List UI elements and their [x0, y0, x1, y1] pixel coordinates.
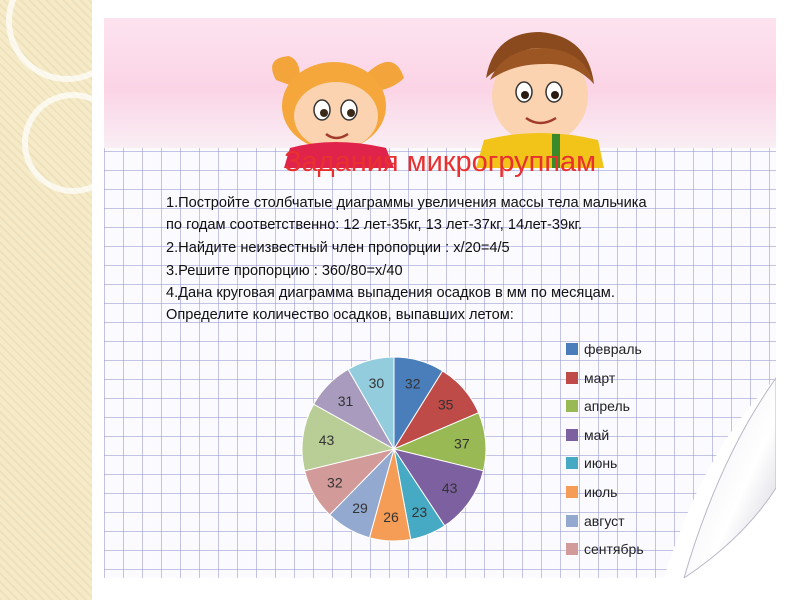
pie-data-label: 43	[441, 480, 458, 497]
legend-swatch	[566, 543, 578, 555]
legend-item	[566, 339, 642, 359]
legend-item	[566, 396, 630, 416]
legend-item	[566, 539, 644, 559]
slide	[104, 18, 776, 578]
pie-data-label: 31	[337, 393, 354, 410]
slide-title: Задания микрогруппам	[284, 146, 597, 178]
pie-data-label: 35	[437, 396, 454, 413]
legend-item	[566, 453, 617, 473]
pie-data-label: 26	[383, 509, 399, 526]
pie-data-label: 32	[327, 474, 343, 491]
legend-swatch	[566, 400, 578, 412]
legend-label: март	[584, 369, 616, 386]
pie-data-label: 30	[368, 375, 385, 392]
legend-label: август	[584, 512, 625, 529]
pie-data-label: 37	[454, 435, 470, 452]
legend-swatch	[566, 372, 578, 384]
task-line: 3.Решите пропорцию : 360/80=х/40	[166, 263, 403, 279]
pie-data-label: 32	[404, 375, 421, 392]
pie-data-label: 43	[318, 431, 335, 448]
task-line: 4.Дана круговая диаграмма выпадения осадков в мм по месяцам.	[166, 285, 615, 301]
task-line: 2.Найдите неизвестный член пропорции : х/20=4/5	[166, 240, 510, 256]
task-line: по годам соответственно: 12 лет-35кг, 13 лет-37кг, 14лет-39кг.	[166, 217, 583, 233]
legend-item	[566, 511, 625, 531]
legend-label: апрель	[584, 398, 630, 415]
legend-item	[566, 425, 609, 445]
legend-swatch	[566, 429, 578, 441]
legend-label: июль	[584, 484, 618, 500]
task-line: Определите количество осадков, выпавших летом:	[166, 307, 514, 323]
legend-swatch	[566, 457, 578, 469]
legend-item	[566, 368, 615, 388]
legend-label: июнь	[584, 455, 618, 472]
legend-item	[566, 482, 617, 502]
decorative-side-panel	[0, 0, 92, 600]
legend-swatch	[566, 486, 578, 498]
legend-swatch	[566, 515, 578, 527]
legend-swatch	[566, 343, 578, 355]
precipitation-pie-chart	[294, 349, 494, 549]
pie-data-label: 23	[411, 504, 428, 521]
task-line: 1.Постройте столбчатые диаграммы увеличения массы тела мальчика	[166, 195, 647, 211]
legend-label: май	[584, 426, 610, 443]
pie-data-label: 29	[352, 500, 368, 517]
legend-label: сентябрь	[584, 541, 644, 558]
legend-label: февраль	[584, 341, 642, 357]
